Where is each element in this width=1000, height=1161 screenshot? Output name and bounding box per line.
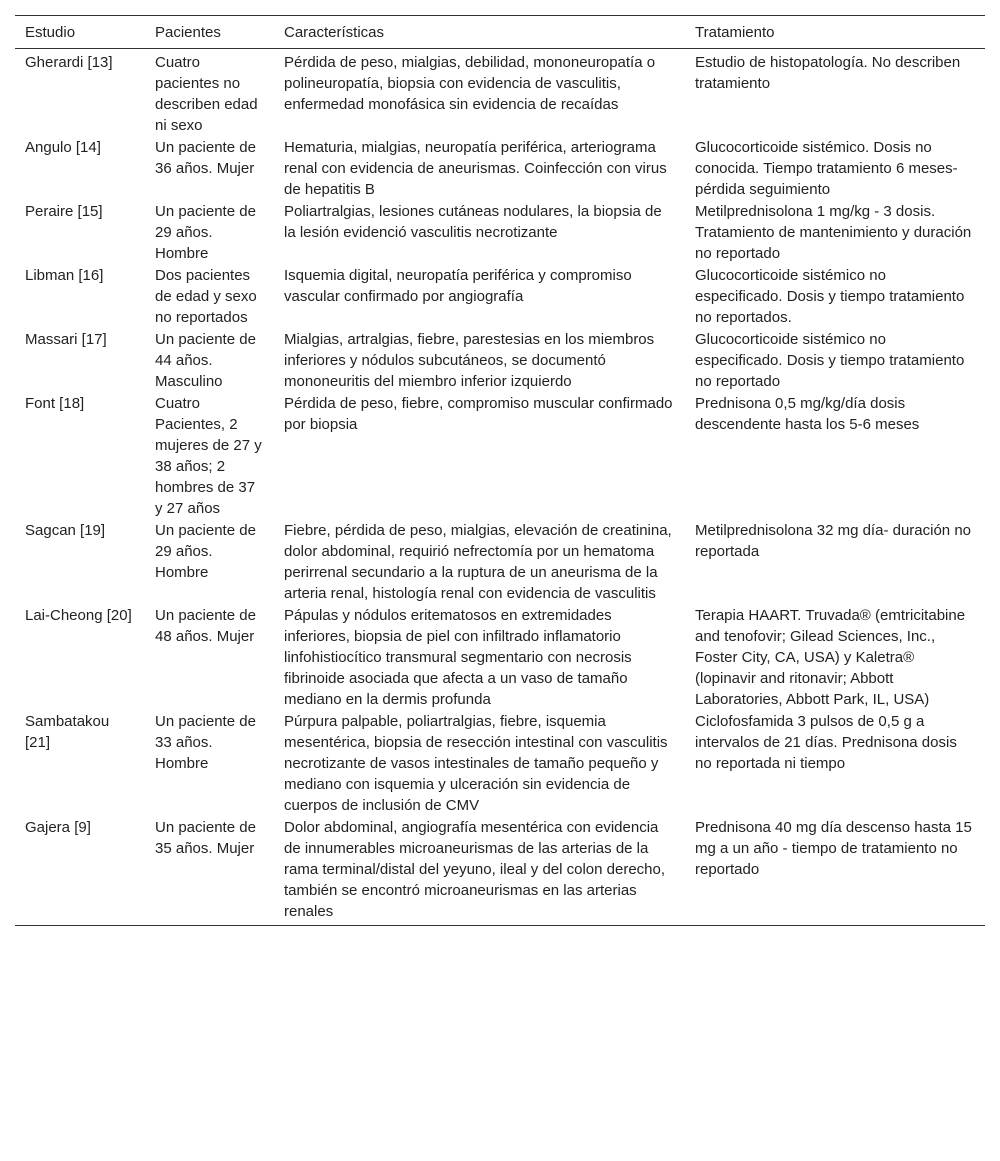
cell-treatment: Metilprednisolona 32 mg día- duración no reportada — [695, 522, 971, 560]
cell-study: Libman [16] — [25, 267, 104, 284]
table-row — [15, 136, 985, 200]
cell-study: Font [18] — [25, 395, 85, 412]
cell-study: Gajera [9] — [25, 819, 91, 836]
cell-characteristics: Mialgias, artralgias, fiebre, parestesias en los miembros inferiores y nódulos subcutáneos, se documentó mononeuritis del miembro inferior izquierdo — [284, 331, 655, 390]
cell-treatment: Metilprednisolona 1 mg/kg - 3 dosis. Tratamiento de mantenimiento y duración no reportado — [695, 203, 972, 262]
cell-treatment: Prednisona 40 mg día descenso hasta 15 mg a un año - tiempo de tratamiento no reportado — [695, 819, 972, 878]
cell-treatment: Glucocorticoide sistémico no especificado. Dosis y tiempo tratamiento no reportados. — [695, 267, 965, 326]
cell-study: Angulo [14] — [25, 139, 101, 156]
header-characteristics: Características — [284, 24, 385, 41]
cell-treatment: Ciclofosfamida 3 pulsos de 0,5 g a intervalos de 21 días. Prednisona dosis no reportada ni tiempo — [695, 713, 957, 772]
table-row — [15, 200, 985, 264]
cell-study: Massari [17] — [25, 331, 107, 348]
literature-review-table-container — [15, 15, 985, 926]
cell-patients: Un paciente de 44 años. Masculino — [155, 331, 256, 390]
header-row — [15, 16, 985, 49]
cell-characteristics: Fiebre, pérdida de peso, mialgias, elevación de creatinina, dolor abdominal, requirió nefrectomía por un hematoma perirrenal secundario a la ruptura de un aneurisma de la arteria renal, histología renal con evidencia de vasculitis — [284, 522, 672, 602]
table-header — [15, 16, 985, 49]
cell-patients: Un paciente de 29 años. Hombre — [155, 203, 256, 262]
header-patients: Pacientes — [155, 24, 221, 41]
cell-patients: Dos pacientes de edad y sexo no reportados — [155, 267, 257, 326]
cell-study: Gherardi [13] — [25, 54, 113, 71]
cell-study: Peraire [15] — [25, 203, 103, 220]
table-row — [15, 392, 985, 519]
cell-study: Sambatakou [21] — [25, 713, 110, 751]
cell-patients: Un paciente de 35 años. Mujer — [155, 819, 256, 857]
cell-characteristics: Pérdida de peso, fiebre, compromiso muscular confirmado por biopsia — [284, 395, 673, 433]
cell-patients: Cuatro pacientes no describen edad ni sexo — [155, 54, 258, 134]
cell-characteristics: Hematuria, mialgias, neuropatía periférica, arteriograma renal con evidencia de aneurismas. Coinfección con virus de hepatitis B — [284, 139, 667, 198]
table-row — [15, 264, 985, 328]
cell-study: Lai-Cheong [20] — [25, 607, 132, 624]
table-row — [15, 710, 985, 816]
cell-characteristics: Púrpura palpable, poliartralgias, fiebre, isquemia mesentérica, biopsia de resección intestinal con vasculitis necrotizante de vasos intestinales de tamaño pequeño y mediano con isquemia y ulceración sin evidencia de cuerpos de inclusión de CMV — [284, 713, 668, 814]
table-row — [15, 519, 985, 604]
header-study: Estudio — [25, 24, 76, 41]
cell-patients: Cuatro Pacientes, 2 mujeres de 27 y 38 años; 2 hombres de 37 y 27 años — [155, 395, 262, 517]
cell-characteristics: Poliartralgias, lesiones cutáneas nodulares, la biopsia de la lesión evidenció vasculitis necrotizante — [284, 203, 662, 241]
cell-treatment: Glucocorticoide sistémico. Dosis no conocida. Tiempo tratamiento 6 meses- pérdida seguimiento — [695, 139, 958, 198]
literature-review-table — [15, 15, 985, 926]
cell-treatment: Glucocorticoide sistémico no especificado. Dosis y tiempo tratamiento no reportado — [695, 331, 965, 390]
cell-patients: Un paciente de 36 años. Mujer — [155, 139, 256, 177]
table-body — [15, 49, 985, 926]
cell-patients: Un paciente de 29 años. Hombre — [155, 522, 256, 581]
table-row — [15, 328, 985, 392]
cell-treatment: Estudio de histopatología. No describen tratamiento — [695, 54, 961, 92]
cell-characteristics: Pápulas y nódulos eritematosos en extremidades inferiores, biopsia de piel con infiltrado inflamatorio linfohistiocítico transmural segmentario con necrosis fibrinoide asociada que afecta a un vaso de tamaño mediano en la dermis profunda — [284, 607, 632, 708]
cell-characteristics: Pérdida de peso, mialgias, debilidad, mononeuropatía o polineuropatía, biopsia con evidencia de vasculitis, enfermedad monofásica sin evidencia de recaídas — [284, 54, 656, 113]
cell-characteristics: Dolor abdominal, angiografía mesentérica con evidencia de innumerables microaneurismas de las arterias de la rama terminal/distal del yeyuno, ileal y del colon derecho, también se encontró microaneurismas en las arterias renales — [284, 819, 666, 920]
cell-patients: Un paciente de 33 años. Hombre — [155, 713, 256, 772]
cell-treatment: Prednisona 0,5 mg/kg/día dosis descendente hasta los 5-6 meses — [695, 395, 920, 433]
cell-treatment: Terapia HAART. Truvada® (emtricitabine and tenofovir; Gilead Sciences, Inc., Foster City, CA, USA) y Kaletra® (lopinavir and ritonavir; Abbott Laboratories, Abbott Park, IL, USA) — [695, 607, 966, 708]
cell-characteristics: Isquemia digital, neuropatía periférica y compromiso vascular confirmado por angiografía — [284, 267, 632, 305]
table-row — [15, 604, 985, 710]
table-row — [15, 816, 985, 926]
header-treatment: Tratamiento — [695, 24, 775, 41]
cell-study: Sagcan [19] — [25, 522, 106, 539]
table-row — [15, 49, 985, 137]
cell-patients: Un paciente de 48 años. Mujer — [155, 607, 256, 645]
